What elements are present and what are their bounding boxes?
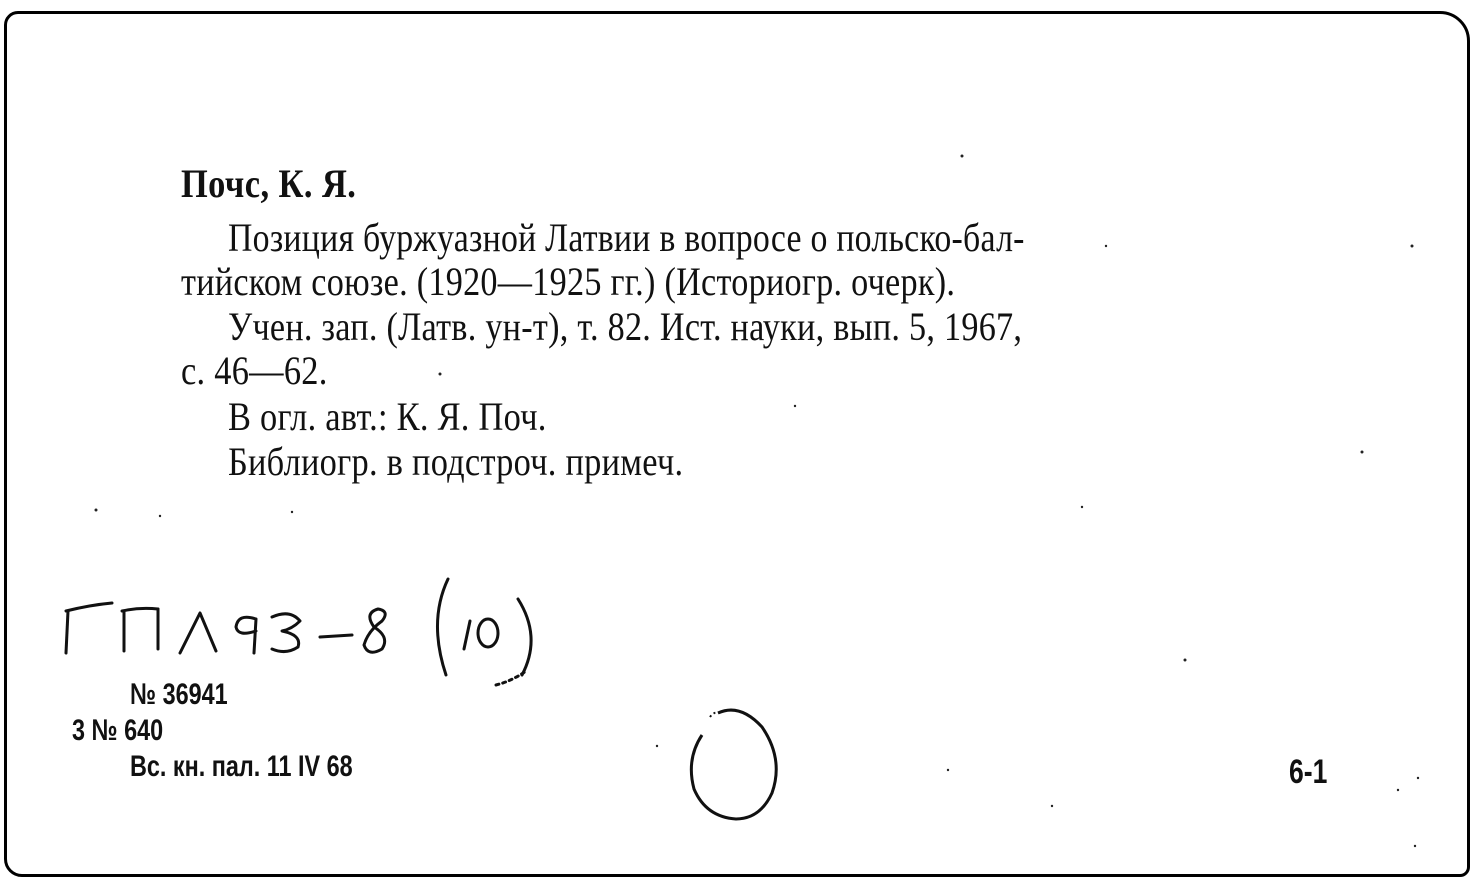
oval-stamp: [680, 705, 790, 825]
book-chamber-note: Вс. кн. пал. 11 IV 68: [130, 750, 353, 783]
note-author-in-contents: В огл. авт.: К. Я. Поч.: [228, 394, 547, 439]
record-number: № 36941: [130, 678, 228, 711]
author-heading: Почс, К. Я.: [181, 161, 357, 206]
source-line-1: Учен. зап. (Латв. ун-т), т. 82. Ист. науки, вып. 5, 1967,: [228, 304, 1023, 349]
handwritten-shelfmark: [60, 575, 560, 695]
title-line-1: Позиция буржуазной Латвии в вопросе о польско-бал-: [228, 215, 1025, 260]
card-code: 6-1: [1289, 753, 1328, 791]
note-bibliography: Библиогр. в подстроч. примеч.: [228, 439, 684, 484]
order-number: 3 № 640: [72, 714, 164, 747]
source-line-2: с. 46—62.: [181, 348, 328, 393]
title-line-2: тийском союзе. (1920—1925 гг.) (Историогр. очерк).: [181, 259, 956, 304]
